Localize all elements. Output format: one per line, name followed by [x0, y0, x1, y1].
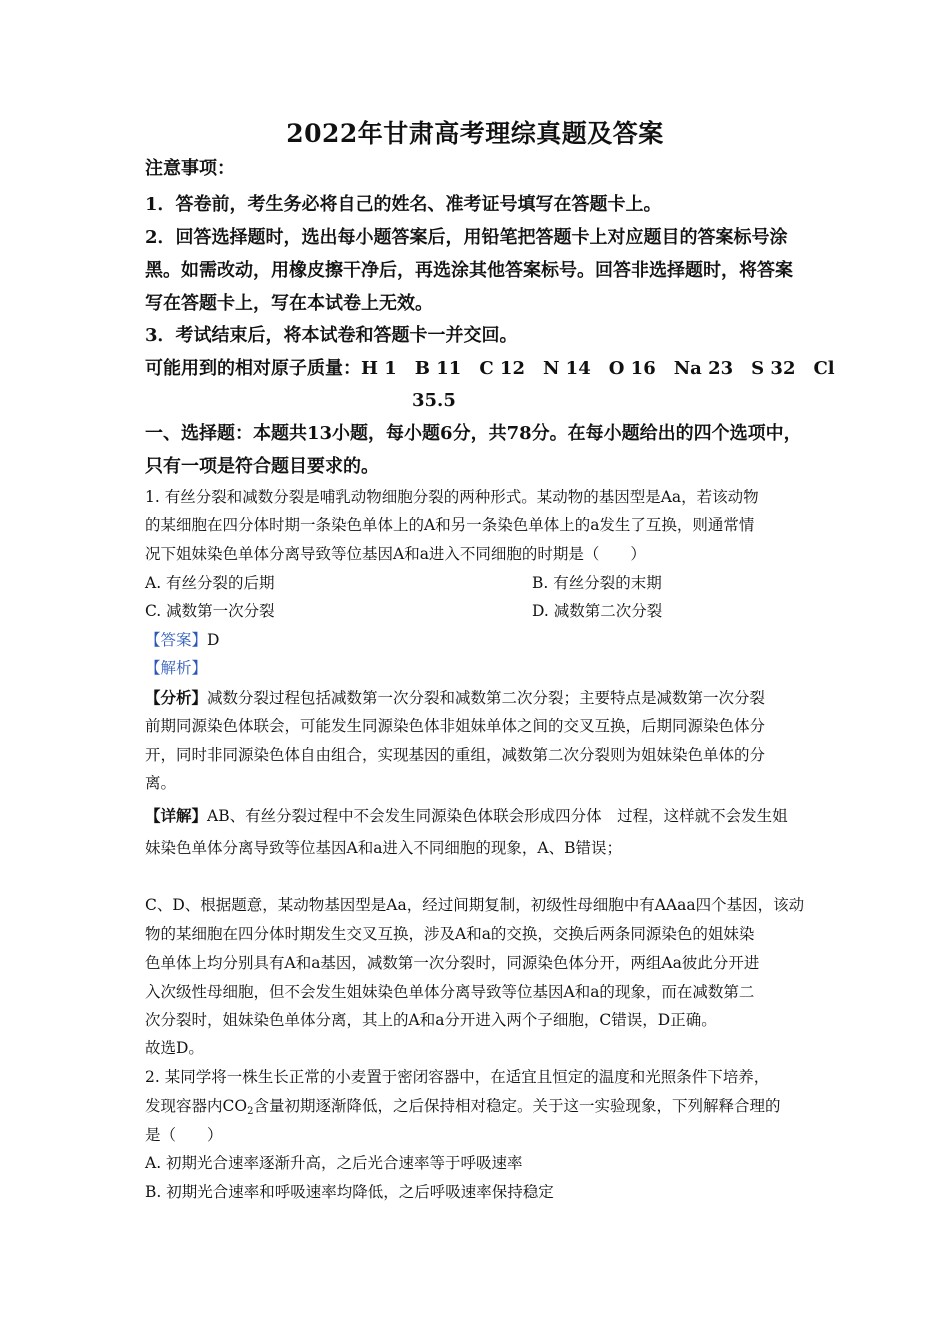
q1-cd-line-1: C、D、根据题意，某动物基因型是Aa，经过间期复制，初级性母细胞中有AAaa四个基因，该动: [145, 896, 805, 914]
q1-analysis-tag: 【解析】: [145, 659, 208, 677]
q1-cd-line-5: 次分裂时，姐妹染色单体分离，其上的A和a分开进入两个子细胞，C错误，D正确。: [145, 1011, 717, 1029]
q2-stem-line-2: [145, 1099, 780, 1117]
q1-fenxi-line-4: 离。: [145, 774, 177, 792]
notice-item-2-line-3: 写在答题卡上，写在本试卷上无效。: [145, 293, 433, 314]
q1-fenxi-line-2: 前期同源染色体联会，可能发生同源染色体非姐妹单体之间的交叉互换，后期同源染色体分: [145, 717, 766, 735]
q2-stem-text-post: 含量初期逐渐降低，之后保持相对稳定。关于这一实验现象，下列解释合理的: [253, 1097, 781, 1115]
fenxi-text: 减数分裂过程包括减数第一次分裂和减数第二次分裂；主要特点是减数第一次分裂: [207, 689, 766, 707]
atomic-mass-line-2: 35.5: [412, 390, 456, 411]
q1-stem-line-1: 1. 有丝分裂和减数分裂是哺乳动物细胞分裂的两种形式。某动物的基因型是Aa，若该动物: [145, 488, 759, 506]
q1-option-c: C. 减数第一次分裂: [145, 602, 275, 620]
xiangjie-tag: 【详解】: [145, 806, 208, 825]
fenxi-tag: 【分析】: [145, 688, 208, 707]
q1-xiangjie-line-2: 妹染色单体分离导致等位基因A和a进入不同细胞的现象，A、B错误；: [145, 839, 623, 857]
section-heading-line-2: 只有一项是符合题目要求的。: [145, 456, 379, 477]
atomic-mass-line-1: 可能用到的相对原子质量：H 1 B 11 C 12 N 14 O 16 Na 23 S 32 Cl: [145, 358, 835, 379]
q2-option-a: A. 初期光合速率逐渐升高，之后光合速率等于呼吸速率: [145, 1154, 523, 1172]
q1-fenxi-line-3: 开，同时非同源染色体自由组合，实现基因的重组，减数第二次分裂则为姐妹染色单体的分: [145, 746, 766, 764]
notice-item-2-line-2: 黑。如需改动，用橡皮擦干净后，再选涂其他答案标号。回答非选择题时，将答案: [145, 260, 793, 281]
section-heading-line-1: 一、选择题：本题共13小题，每小题6分，共78分。在每小题给出的四个选项中，: [145, 423, 802, 444]
q1-stem-line-2: 的某细胞在四分体时期一条染色单体上的A和另一条染色单体上的a发生了互换，则通常情: [145, 516, 755, 534]
page-title: 2022年甘肃高考理综真题及答案: [286, 119, 664, 148]
notice-item-1: 1．答卷前，考生务必将自己的姓名、准考证号填写在答题卡上。: [145, 194, 662, 215]
q1-option-a: A. 有丝分裂的后期: [145, 574, 275, 592]
notice-heading: 注意事项：: [145, 158, 235, 179]
q1-cd-line-4: 入次级性母细胞，但不会发生姐妹染色单体分离导致等位基因A和a的现象，而在减数第二: [145, 983, 755, 1001]
answer-value: D: [207, 631, 220, 649]
q1-fenxi-line-1: [145, 690, 765, 707]
q1-answer: [145, 633, 219, 649]
notice-item-3: 3．考试结束后，将本试卷和答题卡一并交回。: [145, 325, 518, 346]
q1-option-b: B. 有丝分裂的末期: [532, 574, 662, 592]
q1-stem-line-3: 况下姐妹染色单体分离导致等位基因A和a进入不同细胞的时期是（ ）: [145, 545, 646, 563]
q2-stem-text-pre: 发现容器内CO: [145, 1097, 248, 1115]
q1-cd-line-2: 物的某细胞在四分体时期发生交叉互换，涉及A和a的交换，交换后两条同源染色的姐妹染: [145, 925, 755, 943]
q2-stem-line-3: 是（ ）: [145, 1126, 223, 1144]
q1-xiangjie-line-1: [145, 808, 788, 825]
q2-stem-line-1: 2. 某同学将一株生长正常的小麦置于密闭容器中，在适宜且恒定的温度和光照条件下培养，: [145, 1068, 770, 1086]
q1-option-d: D. 减数第二次分裂: [532, 602, 663, 620]
q1-cd-line-3: 色单体上均分别具有A和a基因，减数第一次分裂时，同源染色体分开，两组Aa彼此分开进: [145, 954, 760, 972]
notice-item-2-line-1: 2．回答选择题时，选出每小题答案后，用铅笔把答题卡上对应题目的答案标号涂: [145, 227, 788, 248]
co2-subscript: 2: [247, 1106, 254, 1117]
answer-tag: 【答案】: [145, 631, 208, 649]
q1-conclusion: 故选D。: [145, 1039, 204, 1057]
q2-option-b: B. 初期光合速率和呼吸速率均降低，之后呼吸速率保持稳定: [145, 1183, 554, 1201]
xiangjie-text: AB、有丝分裂过程中不会发生同源染色体联会形成四分体 过程，这样就不会发生姐: [207, 807, 788, 825]
